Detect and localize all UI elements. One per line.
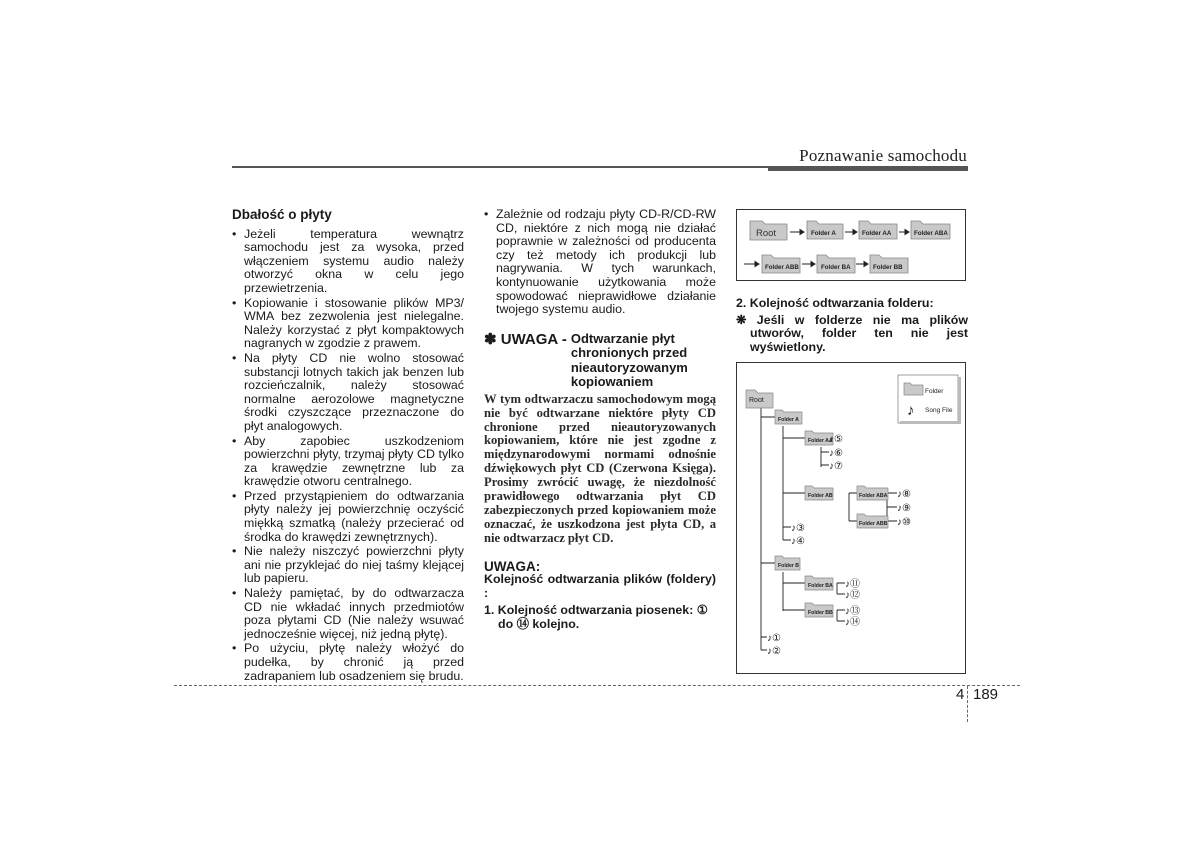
folder-label: Folder BA: [821, 264, 851, 271]
list-item: • Jeżeli temperatura wewnątrz samochodu jest za wysoka, przed włączeniem systemu audio należy otworzyć okna w celu jego przewietrzenia.: [232, 228, 464, 296]
page-header-title: Poznawanie samochodu: [799, 146, 967, 165]
root-label: Root: [756, 228, 777, 239]
song-file: ♪④: [791, 536, 805, 547]
list-item: • Po użyciu, płytę należy włożyć do pudełka, by chronić ją przed zadrapaniem lub osadzeniem się brudu.: [232, 642, 464, 683]
list-item: • Aby zapobiec uszkodzeniom powierzchni płyty, trzymaj płyty CD tylko za krawędzie zewnętrzne lub za krawędzie otworu centralnego.: [232, 435, 464, 489]
song-file: ♪②: [767, 646, 781, 657]
folder-label: Folder A: [811, 230, 836, 237]
section-heading-disc-care: Dbałość o płyty: [232, 207, 332, 222]
playback-order-title: Kolejność odtwarzania plików (foldery) :: [484, 572, 716, 600]
tree-folder-label: Folder ABA: [859, 493, 888, 499]
song-file: ♪③: [791, 523, 805, 534]
list-item: • Nie należy niszczyć powierzchni płyty ani nie przyklejać do niej taśmy klejącej lub papieru.: [232, 545, 464, 586]
footer-rule: [174, 685, 1020, 686]
tree-folder-label: Folder AB: [808, 493, 833, 499]
song-file: ♪⑪: [845, 579, 860, 590]
legend-note-icon: ♪: [907, 402, 915, 419]
legend-folder-icon: [904, 383, 923, 395]
legend-folder-label: Folder: [925, 388, 944, 395]
list-item: • Zależnie od rodzaju płyty CD-R/CD-RW CD, niektóre z nich mogą nie działać poprawnie w zależności od producenta czy też metody ich produkcji lub nagrywania. W tych warunkach, kontynuowanie użytkowania może spowodować nieprawidłowe działanie twojego systemu audio.: [484, 208, 716, 317]
page-number: 189: [973, 686, 999, 703]
legend-song-label: Song File: [925, 407, 953, 414]
song-file: ♪⑥: [829, 448, 843, 459]
header-rule-accent: [768, 166, 968, 171]
song-file: ♪⑬: [845, 606, 860, 617]
tree-folder-label: Folder B: [778, 563, 800, 569]
folder-tree-diagram: [736, 362, 966, 674]
folder-label: Folder ABB: [765, 264, 799, 271]
folder-label: Folder AA: [862, 230, 892, 237]
folder-tree-svg: [737, 363, 964, 672]
warning-title: Odtwarzanie płyt chronionych przed nieautoryzowanym kopiowaniem: [570, 330, 688, 390]
tree-folder-label: Folder AA: [808, 438, 833, 444]
song-file: ♪⑨: [897, 503, 911, 514]
list-item: • Należy pamiętać, by do odtwarzacza CD nie wkładać innych przedmiotów poza płytami CD (Nie należy wsuwać jednocześnie więcej, niż jedną płytę).: [232, 587, 464, 641]
section-number: 4: [956, 686, 965, 703]
tree-folder-label: Folder BB: [808, 610, 833, 616]
list-item: • Przed przystąpieniem do odtwarzania płyty należy jej powierzchnię oczyścić miękką szmatką (należy przecierać od środka do krawędzi zewnętrznych).: [232, 490, 464, 544]
page-number-separator: [967, 686, 968, 722]
tree-folder-label: Folder ABB: [859, 521, 888, 527]
song-order-item: 1. Kolejność odtwarzania piosenek: ① do ⑭ kolejno.: [484, 602, 708, 631]
tree-folder-label: Folder BA: [808, 583, 833, 589]
warning-body: W tym odtwarzaczu samochodowym mogą nie być odtwarzane niektóre płyty CD chronione przed nieautoryzowanych kopiowaniem, które nie jest zgodne z międzynarodowymi normami odnośnie dźwiękowych płyt CD (Czerwona Księga). Prosimy zwrócić uwagę, że niezdolność prawidłowego odtwarzania płyt CD zabezpieczonych przed kopiowaniem może oznaczać, że uszkodzona jest płyta CD, a nie odtwarzacz płyt CD.: [484, 391, 716, 545]
folder-order-diagram: [736, 209, 966, 281]
list-item: • Kopiowanie i stosowanie plików MP3/ WMA bez zezwolenia jest nielegalne. Należy korzystać z płyt kompaktowych nagranych w zgodzie z prawem.: [232, 297, 464, 351]
empty-folder-note: ❋ Jeśli w folderze nie ma plików utworów, folder ten nie jest wyświetlony.: [736, 312, 968, 354]
column-1: [232, 208, 464, 684]
disc-care-list: [232, 228, 464, 684]
folder-order-svg: [737, 210, 964, 279]
list-item: • Na płyty CD nie wolno stosować substancji lotnych takich jak benzen lub rozcieńczalnik, należy stosować normalne aerozolowe magnetyczne środki czyszczące przeznaczone do płyt analogowych.: [232, 352, 464, 434]
warning-label: ✽ UWAGA -: [484, 330, 567, 348]
song-file: ♪⑫: [845, 590, 860, 601]
cd-rw-list: [484, 208, 716, 317]
note-heading: UWAGA:: [484, 558, 541, 574]
tree-folder-label: Folder A: [778, 417, 799, 423]
folder-label: Folder BB: [873, 264, 903, 271]
warning-heading: [484, 332, 716, 390]
song-file: ♪①: [767, 633, 781, 644]
song-file: ♪⑦: [829, 461, 843, 472]
song-file: ♪⑧: [897, 489, 911, 500]
folder-order-item: 2. Kolejność odtwarzania folderu:: [736, 296, 934, 310]
song-file: ♪⑩: [897, 517, 911, 528]
tree-root-label: Root: [749, 397, 764, 404]
folder-label: Folder ABA: [914, 230, 948, 237]
column-2: [484, 208, 716, 631]
folder-order-text: [736, 297, 968, 354]
song-file: ♪⑭: [845, 617, 860, 628]
song-file: ♪⑤: [829, 434, 843, 445]
